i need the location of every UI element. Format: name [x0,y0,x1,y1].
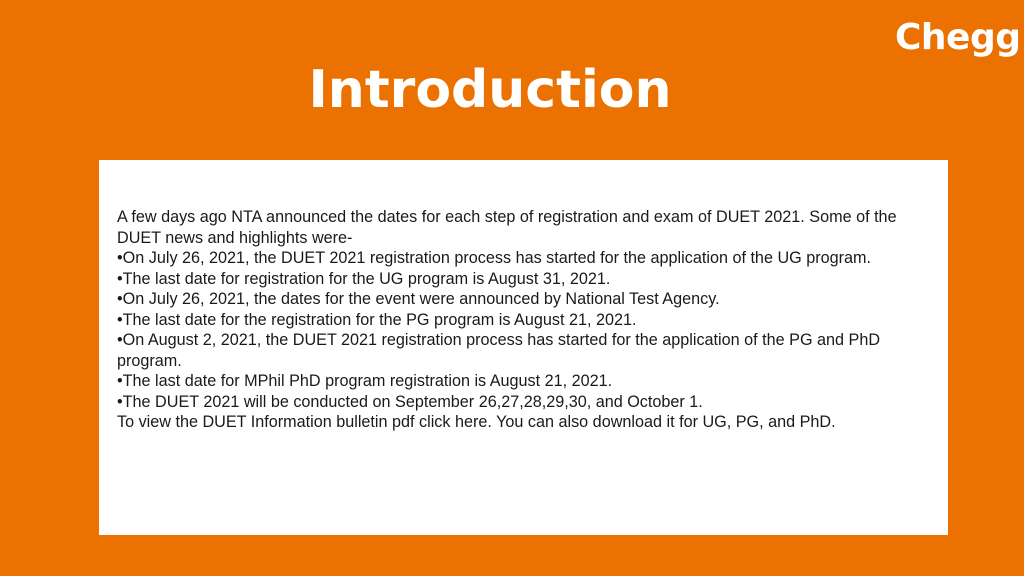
bullet-dates-announced: •On July 26, 2021, the dates for the event were announced by National Test Agency. [117,290,720,308]
bullet-pg-phd-registration-start: •On August 2, 2021, the DUET 2021 registration process has started for the application of the PG and PhD program. [117,331,881,370]
bullet-ug-last-date: •The last date for registration for the UG program is August 31, 2021. [117,269,611,288]
content-box [99,160,948,535]
intro-paragraph: A few days ago NTA announced the dates for each step of registration and exam of DUET 2021. Some of the DUET news and highlights were- [117,208,897,247]
bullet-exam-dates: •The DUET 2021 will be conducted on September 26,27,28,29,30, and October 1. [117,392,703,411]
chegg-logo: Chegg [895,17,1021,58]
slide-title: Introduction [308,60,672,120]
bullet-pg-last-date: •The last date for the registration for the PG program is August 21, 2021. [117,310,637,329]
bullet-ug-registration-start: •On July 26, 2021, the DUET 2021 registration process has started for the application of the UG program. [117,249,871,267]
bullet-mphil-phd-last-date: •The last date for MPhil PhD program registration is August 21, 2021. [117,372,613,390]
bulletin-download-text: To view the DUET Information bulletin pdf click here. You can also download it for UG, PG, and PhD. [117,413,836,431]
